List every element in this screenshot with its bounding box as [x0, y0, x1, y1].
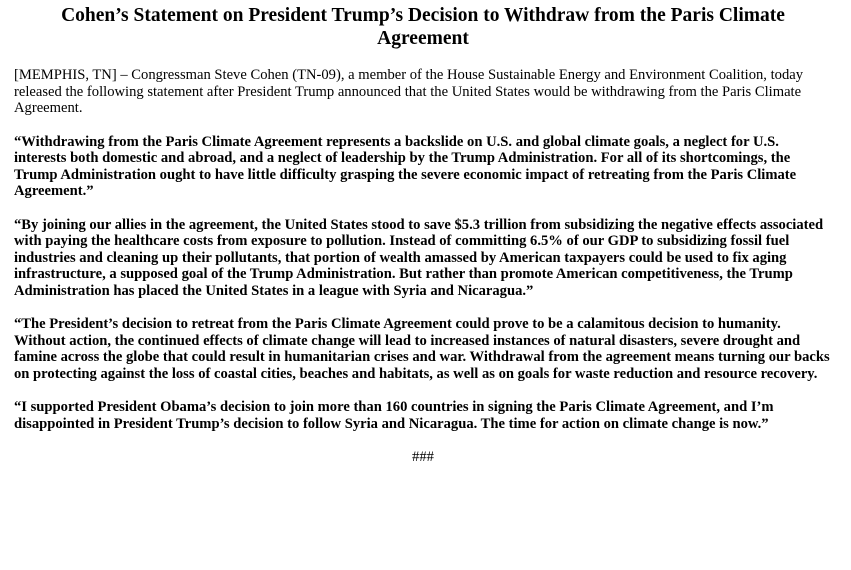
page-title: Cohen’s Statement on President Trump’s Decision to Withdraw from the Paris Climate Agreement	[61, 5, 785, 49]
quote-paragraph-3: “The President’s decision to retreat from the Paris Climate Agreement could prove to be a calamitous decision to humanity. Without action, the continued effects of climate change will lead to increased instances of natural disasters, severe drought and famine across the globe that could result in humanitarian crises and war. Withdrawal from the agreement means turning our backs on protecting against the loss of coastal cities, beaches and habitats, as well as on goals for waste reduction and resource recovery.	[14, 316, 830, 382]
quote-paragraph-2: “By joining our allies in the agreement, the United States stood to save $5.3 trillion from subsidizing the negative effects associated with paying the healthcare costs from exposure to pollution. Instead of committing 6.5% of our GDP to subsidizing fossil fuel industries and cleaning up their pollutants, that portion of wealth amassed by American taxpayers could be used to fix aging infrastructure, a supposed goal of the Trump Administration. But rather than promote American competitiveness, the Trump Administration has placed the United States in a league with Syria and Nicaragua.”	[14, 216, 824, 299]
intro-paragraph: [MEMPHIS, TN] – Congressman Steve Cohen (TN-09), a member of the House Sustainable Energy and Environment Coalition, today released the following statement after President Trump announced that the United States would be withdrawing from the Paris Climate Agreement.	[14, 67, 804, 116]
end-mark: ###	[412, 449, 434, 465]
press-release	[14, 4, 832, 466]
quote-paragraph-1: “Withdrawing from the Paris Climate Agreement represents a backslide on U.S. and global climate goals, a neglect for U.S. interests both domestic and abroad, and a neglect of leadership by the Trump Administration. For all of its shortcomings, the Trump Administration ought to have little difficulty grasping the severe economic impact of retreating from the Paris Climate Agreement.”	[14, 133, 797, 199]
quote-paragraph-4: “I supported President Obama’s decision to join more than 160 countries in signing the Paris Climate Agreement, and I’m disappointed in President Trump’s decision to follow Syria and Nicaragua. The time for action on climate change is now.”	[14, 399, 774, 432]
